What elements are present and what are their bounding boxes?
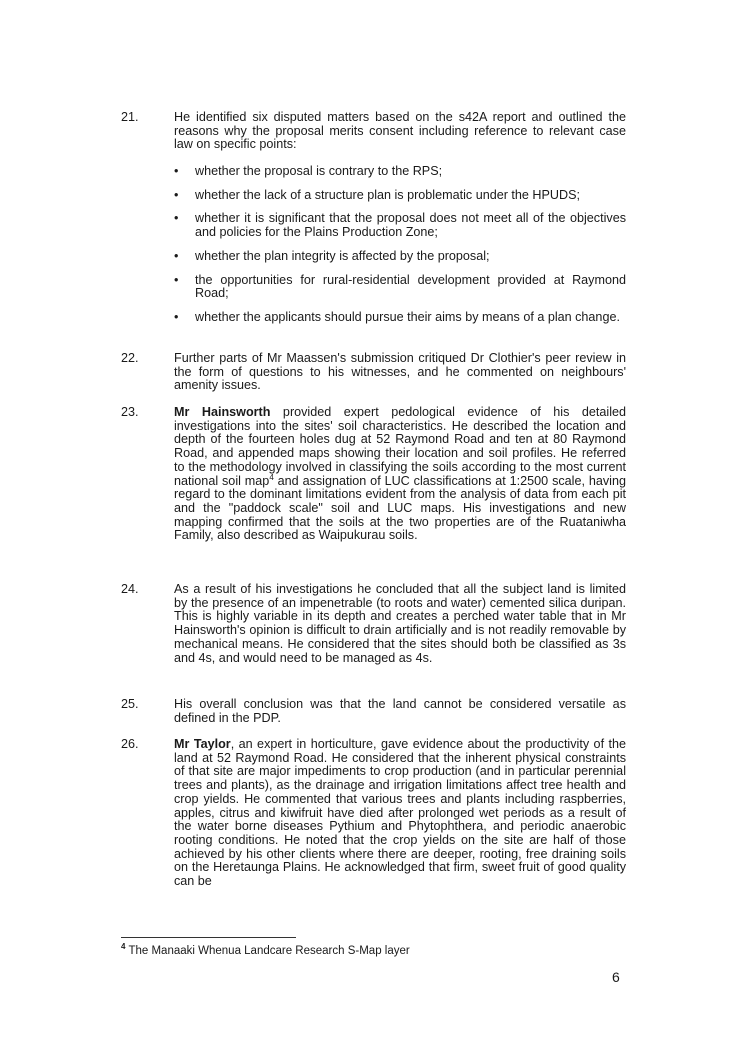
footnote: [121, 944, 410, 958]
bullet-icon: •: [174, 248, 179, 263]
paragraph-text: Mr Taylor, an expert in horticulture, gave evidence about the productivity of the land at 52 Raymond Road. He considered that the inherent physical constraints of that site are major impediments to crop production (and in particular perennial trees and plants), as the drainage and irrigation limitations affect tree health and crop yields. He commented that various trees and plants including raspberries, apples, citrus and kiwifruit have died after prolonged wet periods as a result of the water borne diseases Pythium and Phytophthera, and periodic anaerobic rooting conditions. He noted that the crop yields on the site are half of those achieved by his other clients where there are deeper, rooting, free draining soils on the Heretaunga Plains. He acknowledged that firm, sweet fruit of good quality can be: [174, 737, 627, 889]
bullet-icon: •: [174, 309, 179, 324]
paragraph-number: 23.: [121, 405, 139, 419]
bullet-icon: •: [174, 211, 179, 226]
footnote-number: 4: [121, 942, 126, 952]
witness-name: Mr Hainsworth: [174, 405, 271, 419]
bullet-list: [174, 165, 626, 335]
paragraph-number: 25.: [121, 697, 139, 711]
paragraph-number: 26.: [121, 737, 139, 751]
footnote-reference: 4: [269, 472, 274, 482]
witness-name: Mr Taylor: [174, 737, 231, 751]
list-item: • whether the lack of a structure plan is problematic under the HPUDS;: [174, 187, 580, 202]
paragraph-number: 21.: [121, 110, 139, 124]
list-item: • the opportunities for rural-residential development provided at Raymond Road;: [174, 272, 626, 301]
paragraph-text: His overall conclusion was that the land cannot be considered versatile as defined in the PDP.: [174, 697, 626, 725]
paragraph-text: Further parts of Mr Maassen's submission critiqued Dr Clothier's peer review in the form of questions to his witnesses, and he commented on neighbours' amenity issues.: [174, 351, 626, 393]
paragraph-21: [121, 111, 626, 152]
list-item: • whether the proposal is contrary to the RPS;: [174, 164, 443, 178]
list-item: • whether the applicants should pursue their aims by means of a plan change.: [174, 309, 620, 324]
paragraph-number: 24.: [121, 582, 139, 596]
paragraph-26: [121, 738, 626, 889]
bullet-icon: •: [174, 272, 179, 287]
bullet-icon: •: [174, 164, 179, 178]
paragraph-text: He identified six disputed matters based on the s42A report and outlined the reasons why the proposal merits consent including reference to relevant case law on specific points:: [174, 110, 626, 152]
paragraph-24: [121, 583, 626, 665]
paragraph-text: As a result of his investigations he concluded that all the subject land is limited by the presence of an impenetrable (to roots and water) cemented silica duripan. This is highly variable in its depth and creates a perched water table that in Mr Hainsworth's opinion is difficult to drain artificially and is not readily removable by mechanical means. He considered that the sites should both be classified as 3s and 4s, and would need to be managed as 4s.: [174, 582, 626, 665]
list-item: • whether the plan integrity is affected by the proposal;: [174, 248, 490, 263]
page-number: 6: [612, 969, 620, 985]
footnote-divider: [121, 937, 296, 938]
paragraph-text: Mr Hainsworth provided expert pedological evidence of his detailed investigations into the sites' soil characteristics. He described the location and depth of the fourteen holes dug at 52 Raymond Road and ten at 80 Raymond Road, and appended maps showing their location and soil profiles. He referred to the methodology involved in classifying the soils according to the most current national soil map$^4$ and assignation of LUC classifications at 1:2500 scale, having regard to the dominant limitations evident from the analysis of data from each pit and the "paddock scale" soil and LUC maps. His investigations and new mapping confirmed that the soils at the two properties are of the Ruataniwha Family, also described as Waipukurau soils.: [174, 405, 626, 543]
paragraph-number: 22.: [121, 351, 139, 365]
list-item: • whether it is significant that the proposal does not meet all of the objectives and policies for the Plains Production Zone;: [174, 211, 626, 240]
paragraph-25: [121, 698, 626, 725]
paragraph-22: [121, 352, 626, 393]
bullet-icon: •: [174, 187, 179, 202]
footnote-text: The Manaaki Whenua Landcare Research S-Map layer: [128, 945, 410, 957]
paragraph-23: [121, 406, 626, 543]
